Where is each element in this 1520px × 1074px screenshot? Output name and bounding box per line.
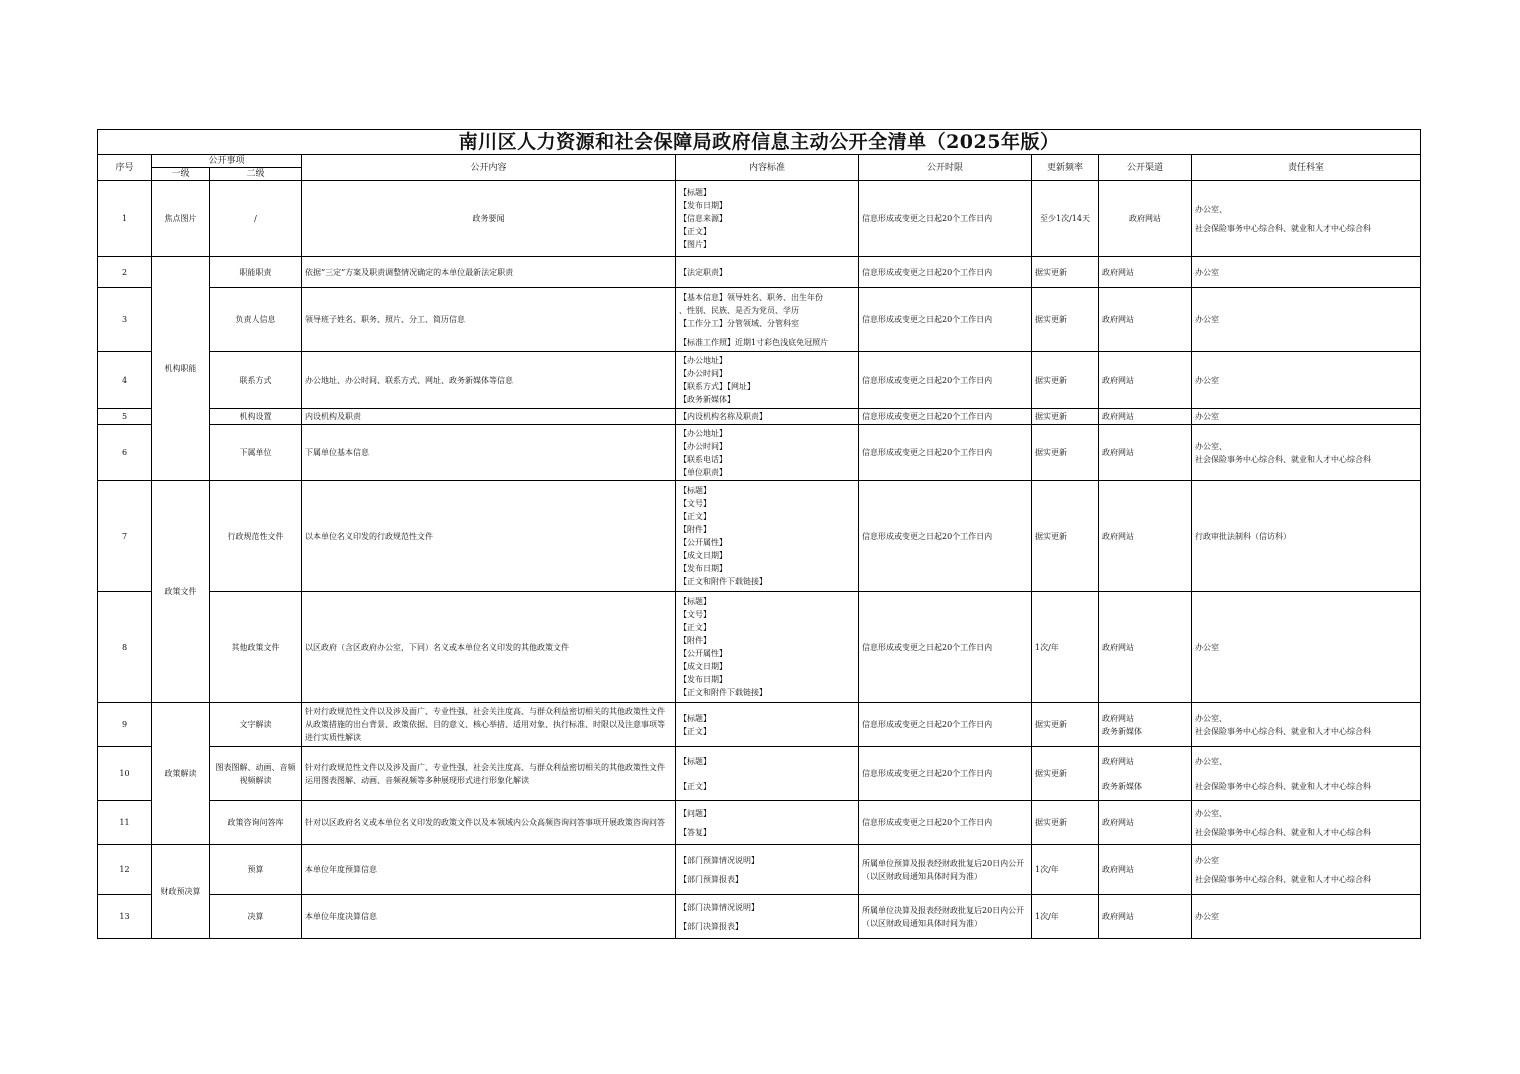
- row-seq: 11: [98, 801, 152, 845]
- row-channel: [1099, 845, 1192, 895]
- row-office: [1192, 895, 1421, 939]
- row-level2: 预算: [210, 845, 302, 895]
- row-standard: [676, 801, 859, 845]
- cell-line: 政府网站: [1102, 713, 1134, 723]
- row-level2: 机构设置: [210, 409, 302, 425]
- table-row: [98, 257, 1421, 288]
- row-frequency: 据实更新: [1032, 352, 1099, 409]
- row-level2: 行政规范性文件: [210, 481, 302, 592]
- row-standard: [676, 845, 859, 895]
- cell-line: 政府网站: [1102, 912, 1134, 921]
- table-row: [98, 895, 1421, 939]
- row-timing: 信息形成或变更之日起20个工作日内: [859, 409, 1032, 425]
- row-timing: 信息形成或变更之日起20个工作日内: [859, 425, 1032, 481]
- table-row: [98, 845, 1421, 895]
- row-channel: [1099, 801, 1192, 845]
- table-row: [98, 481, 1421, 592]
- row-frequency: 据实更新: [1032, 288, 1099, 352]
- cell-line: 【成文日期】: [679, 662, 727, 671]
- row-channel: [1099, 592, 1192, 703]
- row-level2: 图表图解、动画、音频视频解读: [210, 747, 302, 801]
- cell-line: 【正文】: [679, 512, 711, 521]
- row-standard: [676, 425, 859, 481]
- row-standard: [676, 257, 859, 288]
- cell-line: 【办公地址】: [679, 428, 727, 438]
- row-channel: [1099, 703, 1192, 747]
- row-timing: 信息形成或变更之日起20个工作日内: [859, 592, 1032, 703]
- cell-line: 办公室、: [1195, 204, 1227, 214]
- cell-line: 【正文和附件下载链接】: [679, 688, 767, 697]
- row-content: 领导班子姓名、职务、照片、分工、简历信息: [302, 288, 676, 352]
- row-level2: 政策咨询问答库: [210, 801, 302, 845]
- cell-line: 【办公地址】: [679, 356, 727, 365]
- row-standard: [676, 352, 859, 409]
- cell-line: 【发布日期】: [679, 564, 727, 573]
- cell-line: 办公室、: [1195, 441, 1227, 451]
- row-level2: 下属单位: [210, 425, 302, 481]
- row-timing: 信息形成或变更之日起20个工作日内: [859, 481, 1032, 592]
- cell-line: 【法定职责】: [679, 267, 727, 277]
- row-seq: 2: [98, 257, 152, 288]
- header-frequency: 更新频率: [1032, 155, 1099, 181]
- cell-line: 办公室: [1195, 642, 1219, 652]
- cell-line: 【部门预算情况说明】: [679, 855, 759, 865]
- table-row: [98, 181, 1421, 257]
- cell-line: 行政审批法制科（信访科）: [1195, 531, 1291, 541]
- table-row: [98, 409, 1421, 425]
- header-standard: 内容标准: [676, 155, 859, 181]
- cell-line: 【政务新媒体】: [679, 395, 735, 404]
- cell-line: 办公室: [1195, 267, 1219, 277]
- cell-line: 【公开属性】: [679, 538, 727, 547]
- row-content: 内设机构及职责: [302, 409, 676, 425]
- cell-line: 【图片】: [679, 240, 711, 249]
- row-office: [1192, 747, 1421, 801]
- cell-line: 办公室: [1195, 912, 1219, 921]
- row-content: 针对行政规范性文件以及涉及面广、专业性强、社会关注度高、与群众利益密切相关的其他政策性文件运用图表图解、动画、音频视频等多种展现形式进行形象化解读: [302, 747, 676, 801]
- header-content: 公开内容: [302, 155, 676, 181]
- cell-line: 办公室: [1195, 315, 1219, 324]
- row-frequency: 据实更新: [1032, 409, 1099, 425]
- row-seq: 10: [98, 747, 152, 801]
- row-seq: 8: [98, 592, 152, 703]
- cell-line: 政府网站: [1102, 315, 1134, 324]
- cell-line: 【发布日期】: [679, 675, 727, 684]
- header-seq: 序号: [98, 155, 152, 181]
- row-seq: 5: [98, 409, 152, 425]
- row-level2: /: [210, 181, 302, 257]
- row-level2: 决算: [210, 895, 302, 939]
- row-office: [1192, 181, 1421, 257]
- row-content: 以本单位名义印发的行政规范性文件: [302, 481, 676, 592]
- cell-line: 政府网站: [1102, 818, 1134, 827]
- page-title: 南川区人力资源和社会保障局政府信息主动公开全清单（2025年版）: [98, 130, 1421, 155]
- row-channel: [1099, 181, 1192, 257]
- row-frequency: 据实更新: [1032, 425, 1099, 481]
- row-office: [1192, 257, 1421, 288]
- cell-line: 【正文】: [679, 726, 711, 736]
- row-timing: 信息形成或变更之日起20个工作日内: [859, 288, 1032, 352]
- row-content: 依据“三定”方案及职责调整情况确定的本单位最新法定职责: [302, 257, 676, 288]
- row-channel: [1099, 481, 1192, 592]
- row-channel: [1099, 747, 1192, 801]
- table-row: [98, 425, 1421, 481]
- row-frequency: 1次/年: [1032, 845, 1099, 895]
- row-frequency: 据实更新: [1032, 257, 1099, 288]
- row-level2: 负责人信息: [210, 288, 302, 352]
- cell-line: 【办公时间】: [679, 441, 727, 451]
- row-timing: 信息形成或变更之日起20个工作日内: [859, 257, 1032, 288]
- cell-line: 【公开属性】: [679, 649, 727, 658]
- cell-line: 政务新媒体: [1102, 781, 1142, 791]
- row-level2: 文字解读: [210, 703, 302, 747]
- row-channel: [1099, 352, 1192, 409]
- header-channel: 公开渠道: [1099, 155, 1192, 181]
- cell-line: 【部门决算情况说明】: [679, 902, 759, 912]
- cell-line: 【标题】: [679, 713, 711, 723]
- row-timing: 所属单位决算及报表经财政批复后20日内公开（以区财政局通知具体时间为准）: [859, 895, 1032, 939]
- cell-line: 【答复】: [679, 827, 711, 837]
- row-seq: 7: [98, 481, 152, 592]
- row-content: 以区政府（含区政府办公室，下同）名义或本单位名义印发的其他政策文件: [302, 592, 676, 703]
- row-seq: 13: [98, 895, 152, 939]
- row-timing: 信息形成或变更之日起20个工作日内: [859, 703, 1032, 747]
- cell-line: 【联系方式】【网址】: [679, 382, 755, 391]
- cell-line: 办公室、: [1195, 713, 1227, 723]
- cell-line: 【部门预算报表】: [679, 874, 743, 884]
- row-level2: 其他政策文件: [210, 592, 302, 703]
- cell-line: 【联系电话】: [679, 454, 727, 464]
- row-timing: 信息形成或变更之日起20个工作日内: [859, 801, 1032, 845]
- cell-line: 社会保险事务中心综合科、就业和人才中心综合科: [1195, 223, 1371, 233]
- cell-line: 【单位职责】: [679, 467, 727, 477]
- row-standard: [676, 895, 859, 939]
- row-standard: [676, 288, 859, 352]
- cell-line: 政府网站: [1102, 448, 1134, 457]
- row-office: [1192, 481, 1421, 592]
- header-office: 责任科室: [1192, 155, 1421, 181]
- row-content: 本单位年度预算信息: [302, 845, 676, 895]
- table-row: [98, 703, 1421, 747]
- row-office: [1192, 801, 1421, 845]
- cell-line: 办公室、: [1195, 808, 1227, 818]
- table-row: [98, 592, 1421, 703]
- cell-line: 政府网站: [1102, 756, 1134, 766]
- row-channel: [1099, 895, 1192, 939]
- cell-line: 【正文和附件下载链接】: [679, 577, 767, 586]
- row-frequency: 据实更新: [1032, 481, 1099, 592]
- cell-line: 政府网站: [1102, 531, 1134, 541]
- cell-line: 【文号】: [679, 610, 711, 619]
- cell-line: 【部门决算报表】: [679, 921, 743, 931]
- cell-line: 社会保险事务中心综合科、就业和人才中心综合科: [1195, 827, 1371, 837]
- row-channel: [1099, 409, 1192, 425]
- header-level1: 一级: [152, 168, 210, 181]
- row-level1: 政策解读: [152, 703, 210, 845]
- cell-line: 【信息来源】: [679, 214, 727, 223]
- cell-line: 办公室: [1195, 412, 1219, 421]
- cell-line: 【办公时间】: [679, 369, 727, 378]
- cell-line: 【附件】: [679, 525, 711, 534]
- row-content: 针对以区政府名义或本单位名义印发的政策文件以及本领域内公众高频咨询问答事项开展政策咨询问答: [302, 801, 676, 845]
- table-body: [98, 181, 1421, 939]
- row-level2: 联系方式: [210, 352, 302, 409]
- row-standard: [676, 592, 859, 703]
- row-timing: 所属单位预算及报表经财政批复后20日内公开（以区财政局通知具体时间为准）: [859, 845, 1032, 895]
- cell-line: 办公室: [1195, 375, 1219, 385]
- cell-line: 政府网站: [1102, 375, 1134, 385]
- cell-line: 【标题】: [679, 188, 711, 197]
- row-level2: 职能职责: [210, 257, 302, 288]
- row-office: [1192, 703, 1421, 747]
- row-seq: 1: [98, 181, 152, 257]
- cell-line: 【标准工作照】近期1寸彩色浅底免冠照片: [679, 337, 829, 347]
- row-seq: 4: [98, 352, 152, 409]
- cell-line: 【正文】: [679, 623, 711, 632]
- cell-line: 政务新媒体: [1102, 726, 1142, 736]
- cell-line: 【标题】: [679, 756, 711, 766]
- row-seq: 6: [98, 425, 152, 481]
- row-standard: [676, 481, 859, 592]
- row-channel: [1099, 288, 1192, 352]
- cell-line: 政府网站: [1102, 642, 1134, 652]
- cell-line: 【文号】: [679, 499, 711, 508]
- cell-line: 【工作分工】分管领域、分管科室: [679, 318, 799, 328]
- row-seq: 3: [98, 288, 152, 352]
- table-row: [98, 801, 1421, 845]
- table-row: [98, 747, 1421, 801]
- row-standard: [676, 181, 859, 257]
- header-timing: 公开时限: [859, 155, 1032, 181]
- row-timing: 信息形成或变更之日起20个工作日内: [859, 181, 1032, 257]
- row-channel: [1099, 425, 1192, 481]
- cell-line: 社会保险事务中心综合科、就业和人才中心综合科: [1195, 874, 1371, 884]
- cell-line: 【正文】: [679, 227, 711, 236]
- row-frequency: 据实更新: [1032, 703, 1099, 747]
- row-level1: 焦点图片: [152, 181, 210, 257]
- cell-line: 【成文日期】: [679, 551, 727, 560]
- cell-line: 办公室: [1195, 855, 1219, 865]
- row-content: 办公地址、办公时间、联系方式、网址、政务新媒体等信息: [302, 352, 676, 409]
- row-office: [1192, 409, 1421, 425]
- cell-line: 【问题】: [679, 808, 711, 818]
- cell-line: 【正文】: [679, 781, 711, 791]
- cell-line: 社会保险事务中心综合科、就业和人才中心综合科: [1195, 726, 1371, 736]
- row-content: 针对行政规范性文件以及涉及面广、专业性强、社会关注度高、与群众利益密切相关的其他政策性文件从政策措施的出台背景、政策依据、目的意义、核心举措、适用对象、执行标准、时限以及注意事项等进行实质性解读: [302, 703, 676, 747]
- row-frequency: 据实更新: [1032, 801, 1099, 845]
- row-channel: [1099, 257, 1192, 288]
- cell-line: 【附件】: [679, 636, 711, 645]
- cell-line: 政府网站: [1102, 865, 1134, 874]
- row-level1: 机构职能: [152, 257, 210, 481]
- cell-line: 社会保险事务中心综合科、就业和人才中心综合科: [1195, 454, 1371, 464]
- header-items: 公开事项: [152, 155, 302, 168]
- row-content: 本单位年度决算信息: [302, 895, 676, 939]
- row-timing: 信息形成或变更之日起20个工作日内: [859, 747, 1032, 801]
- row-content: 政务要闻: [302, 181, 676, 257]
- row-frequency: 至少1次/14天: [1032, 181, 1099, 257]
- cell-line: 【基本信息】领导姓名、职务、出生年份: [679, 292, 823, 302]
- row-office: [1192, 845, 1421, 895]
- row-level1: 财政预决算: [152, 845, 210, 939]
- table-row: [98, 352, 1421, 409]
- row-timing: 信息形成或变更之日起20个工作日内: [859, 352, 1032, 409]
- cell-line: 政府网站: [1129, 214, 1161, 223]
- cell-line: 办公室、: [1195, 756, 1227, 766]
- row-office: [1192, 425, 1421, 481]
- table-row: [98, 288, 1421, 352]
- row-office: [1192, 352, 1421, 409]
- row-office: [1192, 288, 1421, 352]
- cell-line: 【内设机构名称及职责】: [679, 412, 767, 421]
- row-content: 下属单位基本信息: [302, 425, 676, 481]
- row-frequency: 据实更新: [1032, 747, 1099, 801]
- row-office: [1192, 592, 1421, 703]
- cell-line: 政府网站: [1102, 412, 1134, 421]
- cell-line: 【发布日期】: [679, 201, 727, 210]
- cell-line: 【标题】: [679, 486, 711, 495]
- cell-line: 社会保险事务中心综合科、就业和人才中心综合科: [1195, 781, 1371, 791]
- row-frequency: 1次/年: [1032, 592, 1099, 703]
- disclosure-list-table: [97, 129, 1421, 939]
- row-frequency: 1次/年: [1032, 895, 1099, 939]
- cell-line: 【标题】: [679, 597, 711, 606]
- row-seq: 9: [98, 703, 152, 747]
- row-standard: [676, 747, 859, 801]
- row-seq: 12: [98, 845, 152, 895]
- row-level1: 政策文件: [152, 481, 210, 703]
- header-level2: 二级: [210, 168, 302, 181]
- row-standard: [676, 703, 859, 747]
- row-standard: [676, 409, 859, 425]
- cell-line: 政府网站: [1102, 267, 1134, 277]
- cell-line: 、性别、民族、是否为党员、学历: [679, 305, 799, 315]
